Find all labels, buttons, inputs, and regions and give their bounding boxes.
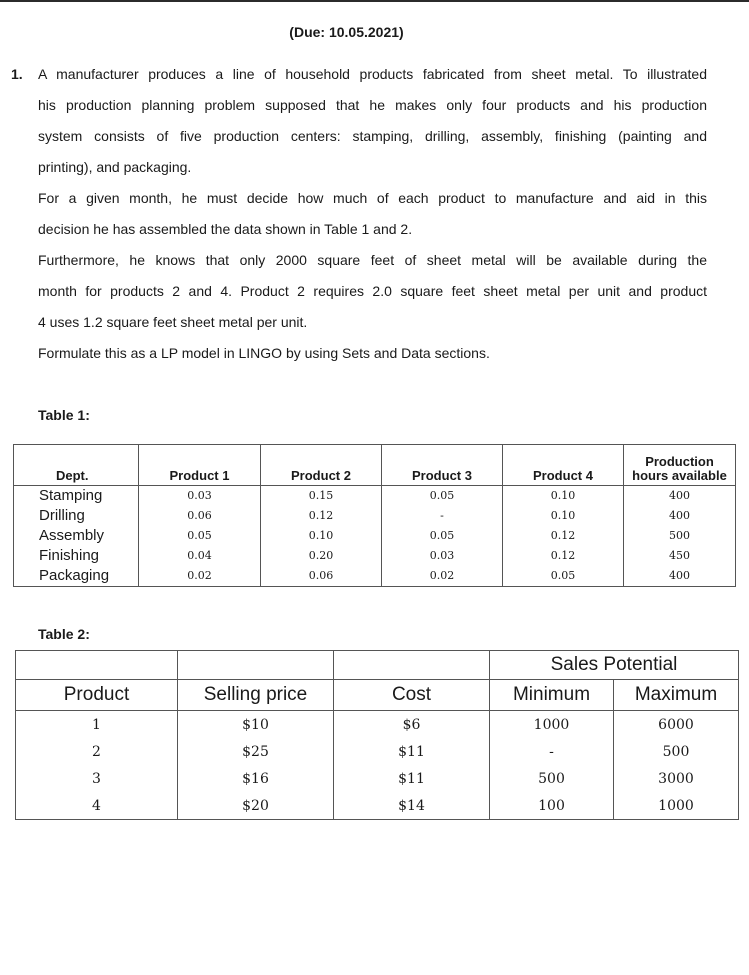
table-cell: $6 (334, 711, 490, 739)
due-date: (Due: 10.05.2021) (289, 24, 404, 40)
table-cell: - (382, 506, 503, 526)
dept-name: Packaging (14, 566, 139, 587)
table-cell: 450 (624, 546, 736, 566)
table2-group-row (16, 651, 739, 680)
header-dept: Dept. (14, 445, 139, 486)
table-cell-empty (178, 651, 334, 680)
table-cell: $11 (334, 765, 490, 792)
table-cell: 400 (624, 566, 736, 587)
table-cell: $10 (178, 711, 334, 739)
dept-name: Stamping (14, 486, 139, 507)
table-cell: 1 (16, 711, 178, 739)
table-cell: 0.03 (139, 486, 261, 507)
question-line: 4 uses 1.2 square feet sheet metal per unit. (38, 314, 308, 330)
table-cell: 0.06 (139, 506, 261, 526)
header-cost: Cost (334, 680, 490, 711)
table1-production-hours (13, 444, 736, 587)
dept-name: Drilling (14, 506, 139, 526)
dept-name: Assembly (14, 526, 139, 546)
table-cell: 0.05 (382, 526, 503, 546)
table2-caption: Table 2: (38, 626, 90, 642)
question-line: month for products 2 and 4. Product 2 requires 2.0 square feet sheet metal per unit and product (38, 283, 707, 299)
sales-potential-header: Sales Potential (490, 651, 739, 680)
table1-header-row (14, 445, 736, 486)
table-cell: 0.02 (139, 566, 261, 587)
table-cell: 1000 (614, 792, 739, 820)
table-cell: $14 (334, 792, 490, 820)
header-hours-available-label: hours available (632, 468, 727, 483)
table-cell: 0.06 (261, 566, 382, 587)
table-row (16, 738, 739, 765)
table-cell-empty (334, 651, 490, 680)
table-cell: 400 (624, 506, 736, 526)
table-cell: $20 (178, 792, 334, 820)
table-cell: 0.12 (261, 506, 382, 526)
question-line: For a given month, he must decide how much of each product to manufacture and aid in this (38, 190, 707, 206)
table1-caption: Table 1: (38, 407, 90, 423)
table-cell: 100 (490, 792, 614, 820)
question-line: printing), and packaging. (38, 159, 192, 175)
table-cell: 0.12 (503, 526, 624, 546)
table-row (14, 566, 736, 587)
table-cell: $25 (178, 738, 334, 765)
table-cell: 400 (624, 486, 736, 507)
table-row (14, 526, 736, 546)
header-selling-price: Selling price (178, 680, 334, 711)
table-cell: 6000 (614, 711, 739, 739)
table-cell: 3 (16, 765, 178, 792)
table-cell: 0.04 (139, 546, 261, 566)
top-rule (0, 0, 749, 2)
table-cell: $16 (178, 765, 334, 792)
header-product-2: Product 2 (261, 445, 382, 486)
table-cell-empty (16, 651, 178, 680)
table-cell: 0.10 (261, 526, 382, 546)
table2-header-row (16, 680, 739, 711)
question-number: 1. (11, 66, 23, 82)
table-cell: 500 (624, 526, 736, 546)
table-cell: 0.10 (503, 486, 624, 507)
table-cell: 0.03 (382, 546, 503, 566)
table-cell: 0.05 (382, 486, 503, 507)
header-product-1: Product 1 (139, 445, 261, 486)
header-minimum: Minimum (490, 680, 614, 711)
table-cell: 0.15 (261, 486, 382, 507)
table-cell: 0.12 (503, 546, 624, 566)
table-cell: 0.05 (503, 566, 624, 587)
question-line: Furthermore, he knows that only 2000 square feet of sheet metal will be available during the (38, 252, 707, 268)
table-row (14, 546, 736, 566)
table-cell: 1000 (490, 711, 614, 739)
table-row (14, 486, 736, 507)
table-cell: 4 (16, 792, 178, 820)
header-production-hours (624, 445, 736, 486)
header-product-3: Product 3 (382, 445, 503, 486)
question-line: system consists of five production centers: stamping, drilling, assembly, finishing (painting and (38, 128, 707, 144)
table-cell: 0.05 (139, 526, 261, 546)
header-product: Product (16, 680, 178, 711)
header-maximum: Maximum (614, 680, 739, 711)
table-cell: $11 (334, 738, 490, 765)
dept-name: Finishing (14, 546, 139, 566)
question-line: A manufacturer produces a line of household products fabricated from sheet metal. To illustrated (38, 66, 707, 82)
table-row (14, 506, 736, 526)
table-cell: 2 (16, 738, 178, 765)
question-line: his production planning problem supposed that he makes only four products and his production (38, 97, 707, 113)
header-product-4: Product 4 (503, 445, 624, 486)
table-row (16, 765, 739, 792)
question-line: Formulate this as a LP model in LINGO by using Sets and Data sections. (38, 345, 490, 361)
table-cell: 0.02 (382, 566, 503, 587)
header-production-label: Production (645, 454, 714, 469)
table-cell: - (490, 738, 614, 765)
table-cell: 500 (490, 765, 614, 792)
table-row (16, 792, 739, 820)
table-cell: 0.10 (503, 506, 624, 526)
table-cell: 3000 (614, 765, 739, 792)
table2-product-prices (15, 650, 739, 820)
table-row (16, 711, 739, 739)
table-cell: 0.20 (261, 546, 382, 566)
table-cell: 500 (614, 738, 739, 765)
question-line: decision he has assembled the data shown in Table 1 and 2. (38, 221, 413, 237)
